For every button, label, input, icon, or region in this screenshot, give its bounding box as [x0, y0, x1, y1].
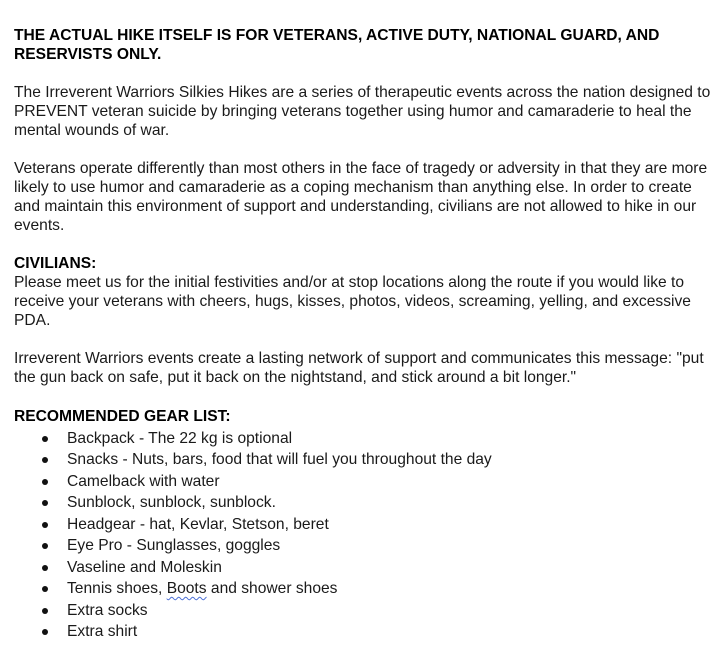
gear-list-section — [14, 407, 714, 643]
list-item — [14, 535, 714, 557]
list-item — [14, 578, 714, 600]
bullet-icon — [42, 436, 48, 442]
veterans-paragraph: Veterans operate differently than most others in the face of tragedy or adversity in that they are more likely to use humor and camaraderie as a coping mechanism than anything else. In order to create and maintain this environment of support and understanding, civilians are not allowed to hike in our events. — [14, 160, 708, 234]
gear-list-label: RECOMMENDED GEAR LIST: — [14, 407, 231, 425]
civilians-text: Please meet us for the initial festivities and/or at stop locations along the route if you would like to receive your veterans with cheers, hugs, kisses, photos, videos, screaming, yelling, and excessive PDA. — [14, 274, 691, 329]
list-item-text-after: and shower shoes — [206, 580, 338, 597]
list-item-text: Extra socks — [67, 601, 148, 619]
bullet-icon — [42, 457, 48, 463]
list-item-text: Backpack - The 22 kg is optional — [67, 429, 293, 447]
list-item — [14, 600, 714, 622]
list-item-text: Sunblock, sunblock, sunblock. — [67, 494, 276, 511]
bullet-icon — [42, 608, 48, 614]
list-item — [14, 449, 714, 471]
list-item — [14, 492, 714, 514]
bullet-icon — [42, 479, 48, 485]
list-item — [14, 621, 714, 643]
list-item-text-before: Tennis shoes, — [67, 580, 167, 597]
list-item — [14, 471, 714, 493]
list-item-text: Extra shirt — [67, 623, 138, 640]
list-item — [14, 557, 714, 579]
list-item-text: Snacks - Nuts, bars, food that will fuel you throughout the day — [67, 451, 492, 468]
bullet-icon — [42, 565, 48, 571]
spellcheck-flagged-word: Boots — [166, 580, 207, 597]
list-item — [14, 428, 714, 450]
bullet-icon — [42, 500, 48, 506]
list-item-text: Headgear - hat, Kevlar, Stetson, beret — [67, 515, 329, 533]
bullet-icon — [42, 543, 48, 549]
list-item-text: Vaseline and Moleskin — [67, 558, 222, 576]
bullet-icon — [42, 522, 48, 528]
intro-paragraph: The Irreverent Warriors Silkies Hikes are a series of therapeutic events across the nation designed to PREVENT veteran suicide by bringing veterans together using humor and camaraderie to heal the mental wounds of war. — [14, 84, 711, 139]
network-paragraph: Irreverent Warriors events create a lasting network of support and communicates this message: "put the gun back on safe, put it back on the nightstand, and stick around a bit longer." — [14, 350, 704, 386]
civilians-label: CIVILIANS: — [14, 255, 97, 272]
page-title: THE ACTUAL HIKE ITSELF IS FOR VETERANS, ACTIVE DUTY, NATIONAL GUARD, AND RESERVISTS ONLY. — [14, 27, 660, 63]
bullet-icon — [42, 629, 48, 635]
list-item-text: Camelback with water — [67, 472, 220, 490]
list-item — [14, 514, 714, 536]
civilians-section — [14, 254, 714, 330]
list-item-text: Eye Pro - Sunglasses, goggles — [67, 537, 281, 554]
document-page — [14, 26, 714, 643]
bullet-icon — [42, 586, 48, 592]
gear-list — [14, 428, 714, 643]
